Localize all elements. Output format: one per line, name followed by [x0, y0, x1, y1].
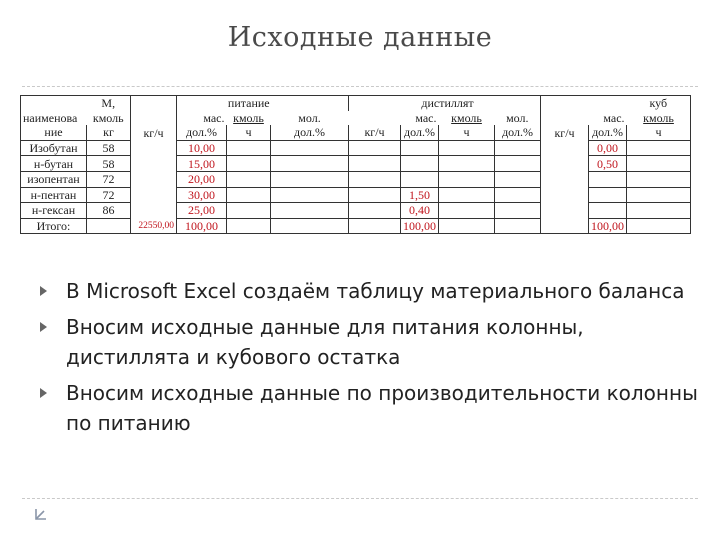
total-bot-kgh [541, 218, 589, 234]
table-row [21, 156, 691, 172]
bot-mass-fraction: 0,50 [589, 156, 627, 172]
feed-mol [271, 156, 349, 172]
molar-mass: 86 [87, 203, 131, 219]
total-row [21, 218, 691, 234]
total-feed-mol [271, 218, 349, 234]
triangle-bullet-icon [40, 388, 47, 398]
total-feed-kgh: 22550,00 [131, 218, 177, 234]
dist-kmol [439, 187, 495, 203]
component-name: н-пентан [21, 187, 87, 203]
dist-mol [495, 171, 541, 187]
feed-mass-fraction: 20,00 [177, 171, 227, 187]
total-dist-mass-fraction: 100,00 [401, 218, 439, 234]
feed-mass-fraction: 15,00 [177, 156, 227, 172]
feed-mass-fraction: 30,00 [177, 187, 227, 203]
total-feed-kmol [227, 218, 271, 234]
header-feed-mas: мас. [203, 110, 225, 125]
bottom-divider [22, 498, 698, 499]
slide-title: Исходные данные [227, 22, 493, 53]
total-dist-kmol [439, 218, 495, 234]
total-bot-mass-fraction: 100,00 [589, 218, 627, 234]
dist-kgh [349, 156, 401, 172]
feed-mol [271, 140, 349, 156]
feed-mass-fraction: 25,00 [177, 203, 227, 219]
dist-mass-fraction [401, 171, 439, 187]
material-balance-table [20, 95, 691, 234]
header-bot-kmol: кмоль [643, 110, 674, 125]
header-dist-kgh: кг/ч [349, 125, 401, 140]
header-cell [541, 96, 589, 111]
dist-mass-fraction: 1,50 [401, 187, 439, 203]
bullet-text: В Microsoft Excel создаём таблицу материального баланса [66, 279, 685, 303]
header-cell [321, 96, 349, 111]
total-bot-kmol [627, 218, 691, 234]
dist-kgh [349, 140, 401, 156]
header-dist-kmol: ч [439, 125, 495, 140]
dist-mol [495, 156, 541, 172]
bot-kgh [541, 203, 589, 219]
bullet-item [40, 312, 700, 372]
header-cell [589, 96, 627, 111]
header-cell [131, 96, 177, 111]
bot-mass-fraction: 0,00 [589, 140, 627, 156]
header-bot-kmol: ч [627, 125, 691, 140]
component-name: н-бутан [21, 156, 87, 172]
dist-mass-fraction [401, 140, 439, 156]
header-feed-mol: дол.% [271, 125, 349, 140]
total-dist-kgh [349, 218, 401, 234]
bot-kmol [627, 140, 691, 156]
bot-kmol [627, 203, 691, 219]
bot-mass-fraction [589, 187, 627, 203]
feed-mass-fraction: 10,00 [177, 140, 227, 156]
dist-mol [495, 187, 541, 203]
component-name: изопентан [21, 171, 87, 187]
bot-kmol [627, 187, 691, 203]
molar-mass: 58 [87, 156, 131, 172]
dist-kmol [439, 156, 495, 172]
header-molar-mass: кг [87, 125, 131, 140]
bot-kmol [627, 171, 691, 187]
dist-kgh [349, 171, 401, 187]
feed-kgh [131, 187, 177, 203]
dist-kmol [439, 171, 495, 187]
down-right-arrow-icon[interactable] [34, 507, 48, 521]
header-dist-mas: дол.% [401, 125, 439, 140]
total-label: Итого: [21, 218, 87, 234]
header-dist-mol: дол.% [495, 125, 541, 140]
bot-kgh [541, 156, 589, 172]
group-bottoms-label: куб [627, 96, 691, 111]
total-molar-mass [87, 218, 131, 234]
header-bot-mas: мас. [603, 110, 625, 125]
bullet-item [40, 378, 700, 438]
bullet-text: Вносим исходные данные для питания колонны, дистиллята и кубового остатка [66, 315, 584, 369]
dist-mass-fraction [401, 156, 439, 172]
header-feed-kmol: кмоль [233, 110, 264, 125]
feed-kgh [131, 156, 177, 172]
dist-mol [495, 203, 541, 219]
header-row-3 [21, 125, 691, 140]
triangle-bullet-icon [40, 322, 47, 332]
table-row [21, 171, 691, 187]
triangle-bullet-icon [40, 286, 47, 296]
header-row-2 [21, 111, 691, 126]
bot-kgh [541, 171, 589, 187]
header-name: ние [21, 125, 87, 140]
header-dist-mol: мол. [495, 111, 541, 126]
header-cell [21, 96, 87, 111]
feed-mol [271, 187, 349, 203]
feed-kmol [227, 203, 271, 219]
bot-kmol [627, 156, 691, 172]
feed-mol [271, 203, 349, 219]
header-row-1 [21, 96, 691, 111]
feed-kgh [131, 203, 177, 219]
total-feed-mass-fraction: 100,00 [177, 218, 227, 234]
header-feed-mas: дол.% [177, 125, 227, 140]
header-feed-kgh: кг/ч [131, 125, 177, 140]
component-name: н-гексан [21, 203, 87, 219]
molar-mass: 72 [87, 171, 131, 187]
group-feed-label: питание [177, 96, 321, 111]
molar-mass: 58 [87, 140, 131, 156]
bot-mass-fraction [589, 171, 627, 187]
header-name: наименова [21, 111, 87, 126]
feed-kmol [227, 187, 271, 203]
table-row [21, 203, 691, 219]
bullet-item [40, 276, 700, 306]
feed-kgh [131, 140, 177, 156]
table-row [21, 187, 691, 203]
header-feed-kmol: ч [227, 125, 271, 140]
bullet-list [40, 276, 700, 444]
dist-kmol [439, 140, 495, 156]
header-molar-mass: кмоль [87, 111, 131, 126]
component-name: Изобутан [21, 140, 87, 156]
table-row [21, 140, 691, 156]
header-dist-mas: мас. [415, 110, 437, 125]
bullet-text: Вносим исходные данные по производительности колонны по питанию [66, 381, 698, 435]
dist-mass-fraction: 0,40 [401, 203, 439, 219]
header-bot-mas: дол.% [589, 125, 627, 140]
top-divider [22, 86, 698, 87]
feed-mol [271, 171, 349, 187]
total-dist-mol [495, 218, 541, 234]
bot-kgh [541, 187, 589, 203]
feed-kmol [227, 156, 271, 172]
dist-kmol [439, 203, 495, 219]
header-cell [495, 96, 541, 111]
header-molar-mass: М, [87, 96, 131, 111]
dist-kgh [349, 203, 401, 219]
header-dist-kmol: кмоль [451, 110, 482, 125]
group-distillate-label: дистиллят [401, 96, 495, 111]
feed-kmol [227, 171, 271, 187]
dist-kgh [349, 187, 401, 203]
header-cell [349, 96, 401, 111]
dist-mol [495, 140, 541, 156]
header-cell [131, 111, 177, 126]
molar-mass: 72 [87, 187, 131, 203]
feed-kmol [227, 140, 271, 156]
header-bot-kgh: кг/ч [541, 125, 589, 140]
header-feed-mol: мол. [298, 110, 321, 125]
bot-kgh [541, 140, 589, 156]
bot-mass-fraction [589, 203, 627, 219]
feed-kgh [131, 171, 177, 187]
